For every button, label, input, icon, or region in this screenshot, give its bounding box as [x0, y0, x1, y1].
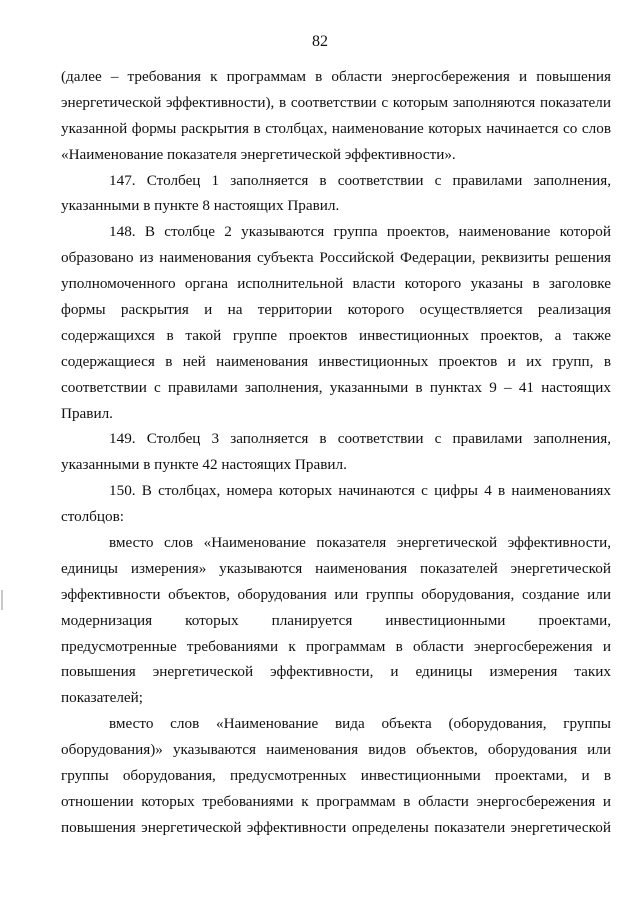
text-line: указанными в пункте 8 настоящих Правил.: [61, 197, 340, 215]
text-line: предусмотренные требованиями к программам в области энергосбережения и: [61, 637, 611, 655]
text-line: содержащиеся в ней наименования инвестиционных проектов и их групп, в: [61, 352, 611, 370]
body-text: [61, 64, 611, 841]
text-line: энергетической эффективности), в соответствии с которым заполняются показатели: [61, 93, 611, 111]
text-line: эффективности объектов, оборудования или группы оборудования, создание или: [61, 585, 611, 603]
text-line: формы раскрытия и на территории которого осуществляется реализация: [61, 301, 611, 319]
text-line: повышения энергетической эффективности, и единицы измерения таких: [61, 663, 611, 681]
text-line: 147. Столбец 1 заполняется в соответствии с правилами заполнения,: [109, 171, 611, 189]
text-line: модернизация которых планируется инвестиционными проектами,: [61, 611, 611, 629]
text-line: «Наименование показателя энергетической эффективности».: [61, 145, 456, 163]
text-line: Правил.: [61, 404, 113, 422]
text-line: вместо слов «Наименование вида объекта (оборудования, группы: [109, 715, 611, 733]
text-line: 148. В столбце 2 указываются группа проектов, наименование которой: [109, 223, 611, 241]
text-line: единицы измерения» указываются наименования показателей энергетической: [61, 559, 611, 577]
text-line: образовано из наименования субъекта Российской Федерации, реквизиты решения: [61, 249, 611, 267]
text-line: уполномоченного органа исполнительной власти которого указаны в заголовке: [61, 275, 611, 293]
text-line: оборудования)» указываются наименования видов объектов, оборудования или: [61, 741, 611, 759]
text-line: группы оборудования, предусмотренных инвестиционными проектами, и в: [61, 767, 611, 785]
text-line: соответствии с правилами заполнения, указанными в пунктах 9 – 41 настоящих: [61, 378, 611, 396]
scan-edge-mark: [1, 590, 3, 610]
page-number: 82: [312, 33, 328, 50]
text-line: показателей;: [61, 689, 144, 707]
text-line: 149. Столбец 3 заполняется в соответствии с правилами заполнения,: [109, 430, 611, 448]
text-line: отношении которых требованиями к программам в области энергосбережения и: [61, 792, 611, 810]
text-line: (далее – требования к программам в области энергосбережения и повышения: [61, 68, 611, 85]
text-line: повышения энергетической эффективности определены показатели энергетической: [61, 818, 611, 836]
text-line: указанными в пункте 42 настоящих Правил.: [61, 456, 347, 474]
text-line: вместо слов «Наименование показателя энергетической эффективности,: [109, 534, 611, 552]
text-line: столбцов:: [61, 508, 124, 526]
text-line: указанной формы раскрытия в столбцах, наименование которых начинается со слов: [61, 119, 611, 137]
text-line: содержащихся в такой группе проектов инвестиционных проектов, а также: [61, 326, 611, 344]
text-line: 150. В столбцах, номера которых начинаются с цифры 4 в наименованиях: [109, 482, 611, 500]
